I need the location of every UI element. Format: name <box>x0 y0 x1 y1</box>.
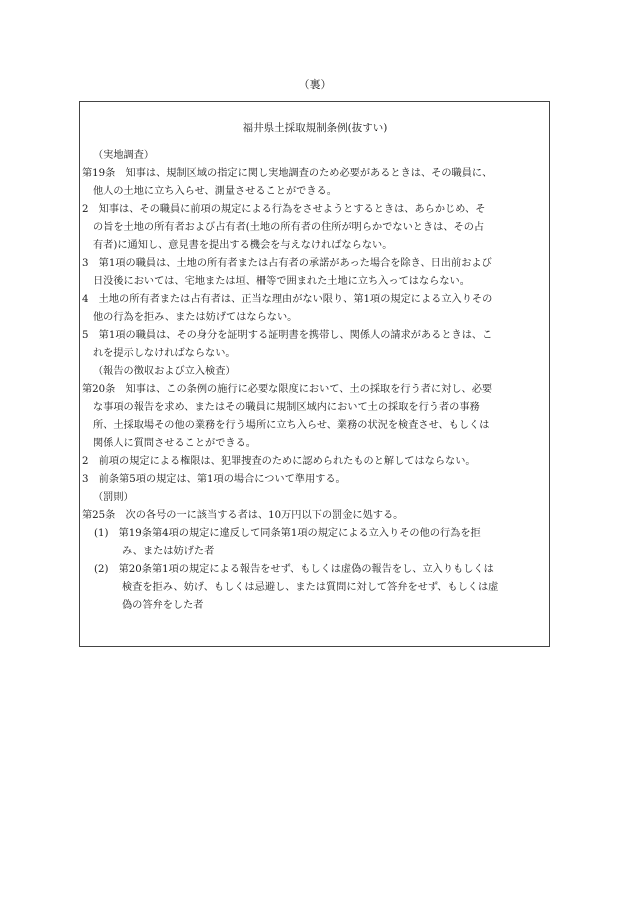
document-title: 福井県土採取規制条例(抜すい) <box>242 122 388 134</box>
page-side-label: （裏） <box>298 78 332 91</box>
text-line: 2 知事は、その職員に前項の規定による行為をさせようとするときは、あらかじめ、そ <box>82 204 486 215</box>
text-line: 所、土採取場その他の業務を行う場所に立ち入らせ、業務の状況を検査させ、もしくは <box>93 420 490 431</box>
text-line: （実地調査） <box>93 150 155 161</box>
text-line: 有者)に通知し、意見書を提出する機会を与えなければならない。 <box>93 240 393 251</box>
text-line: 4 土地の所有者または占有者は、正当な理由がない限り、第1項の規定による立入りその <box>82 294 493 305</box>
text-line: （罰則） <box>93 492 134 503</box>
text-line: 他人の土地に立ち入らせ、測量させることができる。 <box>93 186 337 197</box>
text-line: （報告の徴収および立入検査） <box>93 366 236 377</box>
text-line: 5 第1項の職員は、その身分を証明する証明書を携帯し、関係人の請求があるときは、こ <box>82 330 493 341</box>
text-line: 検査を拒み、妨げ、もしくは忌避し、または質問に対して答弁をせず、もしくは虚 <box>122 582 499 593</box>
text-line: 偽の答弁をした者 <box>122 600 204 611</box>
text-line: 第25条 次の各号の一に該当する者は、10万円以下の罰金に処する。 <box>82 510 404 521</box>
text-line: 日没後においては、宅地または垣、柵等で囲まれた土地に立ち入ってはならない。 <box>93 276 470 287</box>
text-line: 第20条 知事は、この条例の施行に必要な限度において、土の採取を行う者に対し、必要 <box>82 384 493 395</box>
text-line: 3 第1項の職員は、土地の所有者または占有者の承諾があった場合を除き、日出前および <box>82 258 492 269</box>
text-line: (2) 第20条第1項の規定による報告をせず、もしくは虚偽の報告をし、立入りもしくは <box>94 564 494 575</box>
text-line: 3 前条第5項の規定は、第1項の場合について準用する。 <box>82 474 346 485</box>
ordinance-body <box>82 147 548 615</box>
text-line: の旨を土地の所有者および占有者(土地の所有者の住所が明らかでないときは、その占 <box>93 222 485 233</box>
text-line: な事項の報告を求め、またはその職員に規制区域内において土の採取を行う者の事務 <box>93 402 480 413</box>
text-line: 他の行為を拒み、または妨げてはならない。 <box>93 312 298 323</box>
text-line: れを提示しなければならない。 <box>93 348 236 359</box>
text-line: 関係人に質問させることができる。 <box>93 438 256 449</box>
text-line: (1) 第19条第4項の規定に違反して同条第1項の規定による立入りその他の行為を拒 <box>94 528 481 539</box>
text-line: 2 前項の規定による権限は、犯罪捜査のために認められたものと解してはならない。 <box>82 456 476 467</box>
text-line: 第19条 知事は、規制区域の指定に関し実地調査のため必要があるときは、その職員に、 <box>82 168 493 179</box>
text-line: み、または妨げた者 <box>122 546 215 557</box>
